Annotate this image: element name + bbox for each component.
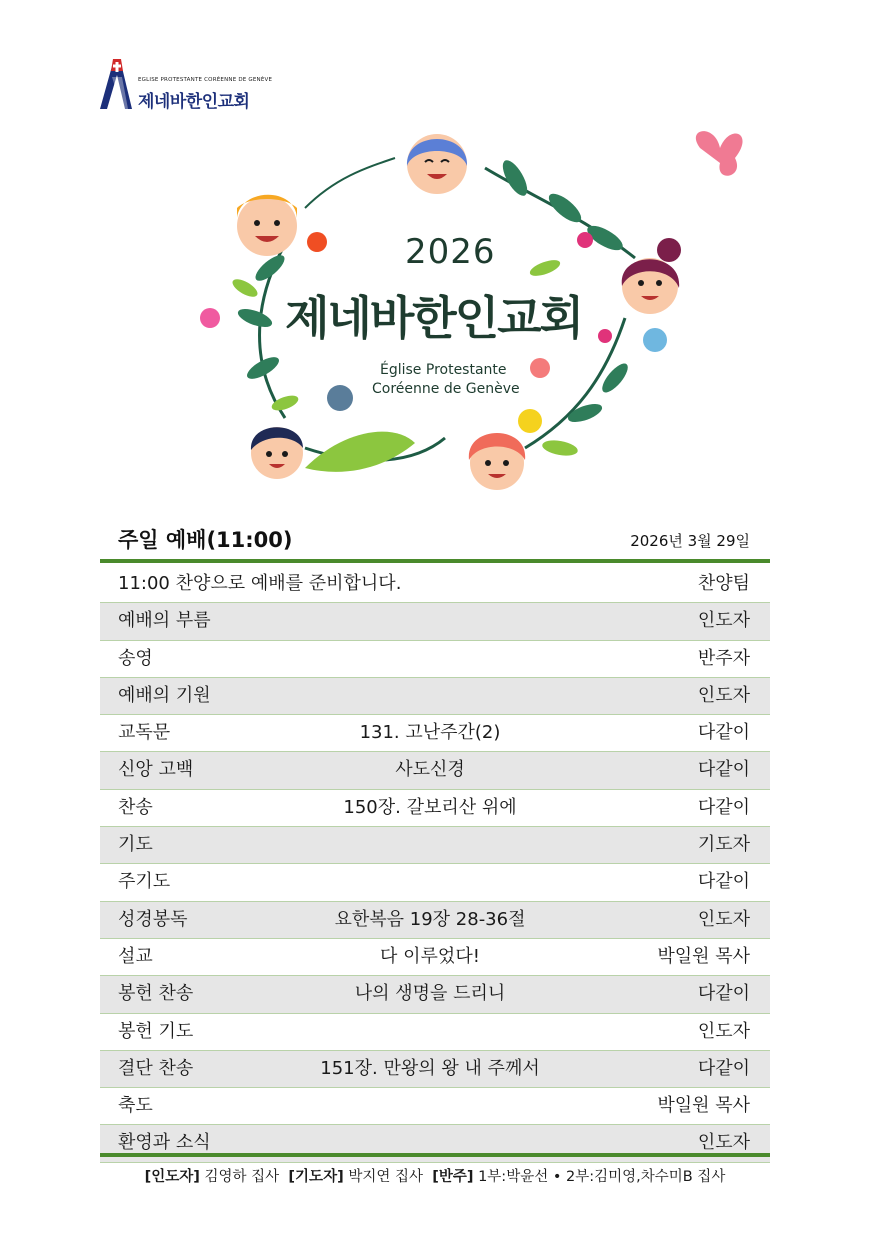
face-top-left — [237, 195, 297, 256]
worship-item-leader: 인도자 — [697, 610, 750, 632]
footer-roles — [100, 1165, 770, 1186]
logo-church-name: 제네바한인교회 — [138, 92, 250, 112]
worship-row — [100, 1125, 770, 1162]
face-bottom-right — [469, 433, 525, 490]
logo-subtext: EGLISE PROTESTANTE CORÉENNE DE GENÈVE — [138, 77, 273, 83]
bottom-divider — [100, 1153, 770, 1157]
worship-item-leader: 박일원 목사 — [657, 1095, 750, 1117]
worship-item-label: 성경봉독 — [118, 908, 188, 930]
worship-item-content: 151장. 만왕의 왕 내 주께서 — [320, 1057, 540, 1079]
worship-row — [100, 715, 770, 752]
cover-title: 제네바한인교회 — [285, 291, 583, 345]
cover-year: 2026 — [405, 232, 496, 272]
worship-row — [100, 902, 770, 939]
service-date: 2026년 3월 29일 — [630, 532, 750, 550]
worship-item-label: 봉헌 찬송 — [118, 983, 194, 1005]
worship-item-leader: 다같이 — [697, 983, 750, 1005]
cover-subtitle-2: Coréenne de Genève — [372, 381, 520, 397]
face-bottom-left — [251, 427, 303, 479]
worship-item-leader: 인도자 — [697, 684, 750, 706]
worship-item-leader: 다같이 — [697, 759, 750, 781]
worship-item-leader: 다같이 — [697, 796, 750, 818]
church-logo-icon — [98, 55, 134, 111]
worship-item-content: 131. 고난주간(2) — [359, 722, 501, 744]
worship-item-leader: 반주자 — [697, 647, 750, 669]
worship-item-leader: 인도자 — [697, 1132, 750, 1154]
worship-item-label: 봉헌 기도 — [118, 1020, 194, 1042]
worship-item-content: 150장. 갈보리산 위에 — [343, 796, 517, 818]
worship-item-label: 교독문 — [118, 722, 171, 744]
footer-leader-tag: [인도자] — [144, 1169, 200, 1185]
worship-item-leader: 인도자 — [697, 1020, 750, 1042]
worship-item-label: 예배의 부름 — [118, 610, 211, 632]
worship-item-label: 축도 — [118, 1095, 153, 1117]
church-logo — [98, 55, 298, 115]
worship-item-leader: 다같이 — [697, 722, 750, 744]
worship-row — [100, 1051, 770, 1088]
worship-row — [100, 603, 770, 640]
worship-item-content: 사도신경 — [395, 759, 465, 781]
worship-row — [100, 1014, 770, 1051]
worship-item-content: 요한복음 19장 28-36절 — [334, 908, 526, 930]
order-of-worship — [100, 566, 770, 1163]
footer-prayer-name: 박지연 집사 — [348, 1169, 423, 1185]
worship-item-label: 찬송 — [118, 796, 153, 818]
worship-row — [100, 1088, 770, 1125]
worship-row — [100, 827, 770, 864]
worship-row — [100, 939, 770, 976]
worship-item-leader: 다같이 — [697, 871, 750, 893]
face-right — [622, 238, 681, 314]
top-divider — [100, 559, 770, 563]
worship-item-leader: 박일원 목사 — [657, 945, 750, 967]
worship-item-leader: 다같이 — [697, 1057, 750, 1079]
worship-item-label: 환영과 소식 — [118, 1132, 211, 1154]
worship-row — [100, 678, 770, 715]
worship-item-label: 기도 — [118, 834, 153, 856]
worship-row — [100, 641, 770, 678]
worship-item-label: 예배의 기원 — [118, 684, 211, 706]
worship-row — [100, 790, 770, 827]
service-header — [100, 520, 770, 560]
worship-item-label: 주기도 — [118, 871, 171, 893]
worship-item-content: 다 이루었다! — [380, 945, 480, 967]
cover-subtitle-1: Église Protestante — [380, 362, 507, 378]
worship-item-label: 결단 찬송 — [118, 1057, 194, 1079]
worship-row — [100, 976, 770, 1013]
worship-item-label: 11:00 찬양으로 예배를 준비합니다. — [118, 573, 402, 594]
worship-item-leader: 기도자 — [697, 834, 750, 856]
footer-accomp-names: 1부:박윤선 • 2부:김미영,차수미B 집사 — [478, 1169, 726, 1185]
worship-row — [100, 752, 770, 789]
footer-leader-name: 김영하 집사 — [204, 1169, 280, 1185]
worship-row — [100, 864, 770, 901]
worship-item-leader: 찬양팀 — [697, 573, 750, 594]
face-top-center — [407, 134, 467, 194]
worship-item-label: 송영 — [118, 647, 153, 669]
worship-row — [100, 566, 770, 603]
service-title: 주일 예배(11:00) — [118, 528, 293, 552]
worship-item-label: 설교 — [118, 945, 153, 967]
worship-item-label: 신앙 고백 — [118, 759, 194, 781]
worship-item-content: 나의 생명을 드리니 — [354, 983, 506, 1005]
worship-item-leader: 인도자 — [697, 908, 750, 930]
footer-accomp-tag: [반주] — [432, 1169, 474, 1185]
footer-prayer-tag: [기도자] — [288, 1169, 344, 1185]
